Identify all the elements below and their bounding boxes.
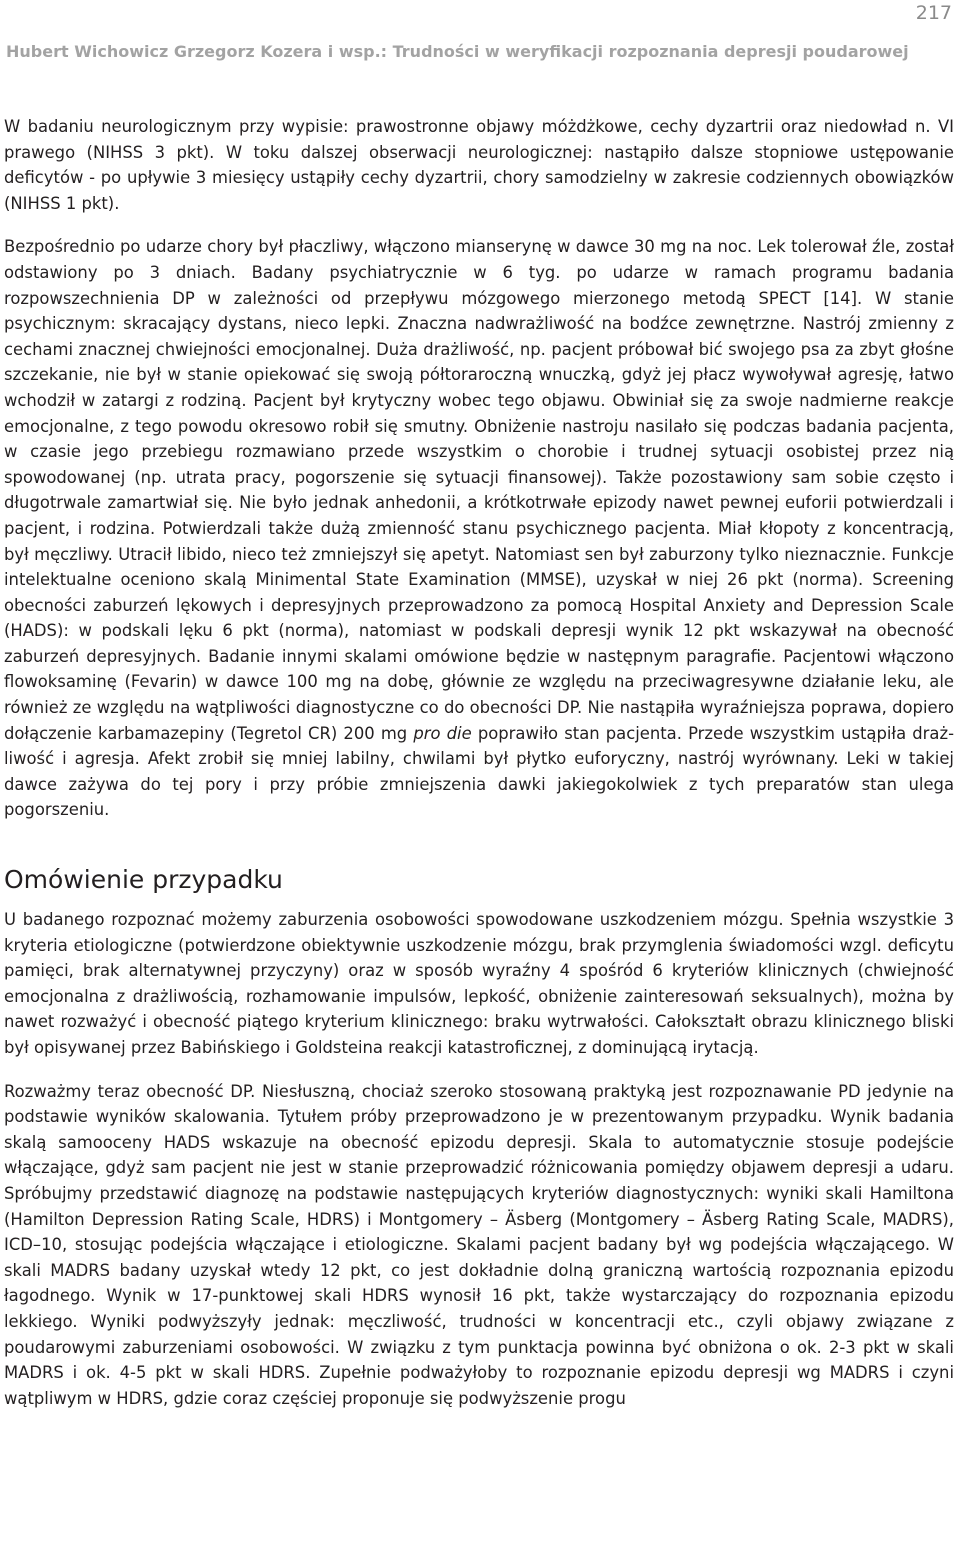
case-psych-italic: pro die [413, 723, 472, 743]
case-neuro-paragraph: W badaniu neurologicznym przy wypisie: prawostronne objawy móżdżkowe, cechy dyzartrii oraz niedowład n. VI prawego (NIHSS 3 pkt). W toku dalszej obserwacji neurologicznej: nastąpiło dalsze stopniowe ustępowanie deficytów - po upływie 3 miesięcy ustąpiły cechy dyzartrii, chory samodzielny w zakresie codziennych obowiązków (NIHSS 1 pkt). [4, 117, 954, 213]
running-header: Hubert Wichowicz Grzegorz Kozera i wsp.: Trudności w weryfikacji rozpoznania depresji poudarowej [6, 42, 909, 61]
case-psych-paragraph [4, 234, 954, 823]
discussion-paragraph-2: Rozważmy teraz obecność DP. Niesłuszną, chociaż szeroko stosowaną praktyką jest rozpoznawanie PD jedynie na podstawie wyników skalowania. Tytułem próby przeprowadzono je w prezentowanym przypadku. Wynik badania skalą samooceny HADS wskazuje na obecność epizodu depresji. Skala to automatycznie stosuje podejście włączające, gdyż sam pacjent nie jest w stanie przeprowadzić różnicowania pomiędzy objawem depresji a udaru. Spróbujmy przedstawić diagnozę na podstawie następujących kryteriów diagnostycznych: wyniki skali Hamiltona (Hamilton Depression Rating Scale, HDRS) i Montgomery – Äsberg (Montgomery – Äsberg Rating Scale, MADRS), ICD–10, stosując podejścia włączające i etiologiczne. Skalami pacjent badany był wg podejścia włączającego. W skali MADRS badany uzyskał wtedy 12 pkt, co jest dokładnie dolną graniczną wartością rozpoznania epizodu łagodnego. Wynik w 17-punktowej skali HDRS wynosił 16 pkt, także wystarczający do rozpoznania epizodu lekkiego. Wyniki podwyższyły jednak: męczliwość, trudności w koncentracji etc., czyli objawy związane z poudarowymi zaburzeniami osobowości. W związku z tym punktacja powinna być obniżona o ok. 2-3 pkt w skali MADRS i ok. 4-5 pkt w skali HDRS. Zupełnie podważyłoby to rozpoznanie epizodu depresji wg MADRS i czyni wątpliwym w HDRS, gdzie coraz częściej proponuje się podwyższenie progu [4, 1081, 954, 1408]
discussion-paragraph-1: U badanego rozpoznać możemy zaburzenia osobowości spowodowane uszkodzeniem mózgu. Spełnia wszystkie 3 kryteria etiologiczne (potwierdzone obiektywnie uszkodzenie mózgu, brak przymglenia świadomości wzgl. deficytu pamięci, brak alternatywnej przyczyny) oraz w sposób wyraźny 4 spośród 6 kryteriów klinicznych (chwiejność emocjonalna z drażliwością, rozhamowanie impulsów, lepkość, obniżenie zainteresowań seksualnych), można by nawet rozważyć i obecność piątego kryterium klinicznego: braku wytrwałości. Całokształt obrazu klinicznego bliski był opisywanej przez Babińskiego i Goldsteina reakcji katastroficznej, z dominującą irytacją. [4, 910, 954, 1057]
case-psych-text-b: poprawiło stan pacjenta. Przede wszystkim ustąpiła drażliwość i agresja. Afekt zrobił się mniej labilny, chwilami był płytko euforyczny, nastrój wyrównany. Leki w takiej dawce zażywa do tej pory i przy próbie zmniejszenia dawki jakiegokolwiek z tych preparatów stan ulega pogorszeniu. [4, 723, 954, 820]
article-body [4, 114, 954, 1411]
page-number: 217 [915, 2, 952, 24]
case-psych-text-a: Bezpośrednio po udarze chory był płaczliwy, włączono mianserynę w dawce 30 mg na noc. Lek tolerował źle, został odstawiony po 3 dniach. Badany psychiatrycznie w 6 tyg. po udarze w ramach programu badania rozpowszechnienia DP w zależności od przepływu mózgowego mierzonego metodą SPECT [14]. W stanie psychicznym: skracający dystans, nieco lepki. Znaczna nadwrażliwość na bodźce zewnętrzne. Nastrój zmienny z cechami znacznej chwiejności emocjonalnej. Duża drażliwość, np. pacjent próbował bić swojego psa za zbyt głośne szczekanie, nie był w stanie opiekować się swoją półtoraroczną wnuczką, gdyż jej płacz wywoływał agresję, łatwo wchodził w zatargi z rodziną. Pacjent był krytyczny wobec tego objawu. Obwiniał się za swoje nadmierne reakcje emocjonalne, z tego powodu okresowo robił się smutny. Obniżenie nastroju nasilało się podczas badania pacjenta, w czasie jego przebiegu rozmawiano przede wszystkim o chorobie i trudnej sytuacji osobistej przez nią spowodowanej (np. utrata pracy, pogorszenie się sytuacji finansowej). Także pozostawiony sam sobie często i długotrwale zamartwiał się. Nie było jednak anhedonii, a krótkotrwałe epizody nawet pewnej euforii potwierdzali i pacjent, i rodzina. Potwierdzali także dużą zmienność stanu psychicznego pacjenta. Miał kłopoty z koncentracją, był męczliwy. Utracił libido, nieco też zmniejszył się apetyt. Natomiast sen był zaburzony tylko nieznacznie. Funkcje intelektualne oceniono skalą Minimental State Examination (MMSE), uzyskał w niej 26 pkt (norma). Screening obecności zaburzeń lękowych i depresyjnych przeprowadzono za pomocą Hospital Anxiety and Depression Scale (HADS): w podskali lęku 6 pkt (norma), natomiast w podskali depresji wynik 12 pkt wskazywał na obecność zaburzeń depresyjnych. Badanie innymi skalami omówione będzie w następnym paragrafie. Pacjentowi włączono flowoksaminę (Fevarin) w dawce 100 mg na dobę, głównie ze względu na przeciwagresywne działanie leku, ale również ze względu na wątpliwości diagnostyczne co do obecności DP. Nie nastąpiła wyraźniejsza poprawa, dopiero dołączenie karbamazepiny (Tegretol CR) 200 mg [4, 237, 954, 743]
section-heading: Omówienie przypadku [4, 865, 283, 895]
